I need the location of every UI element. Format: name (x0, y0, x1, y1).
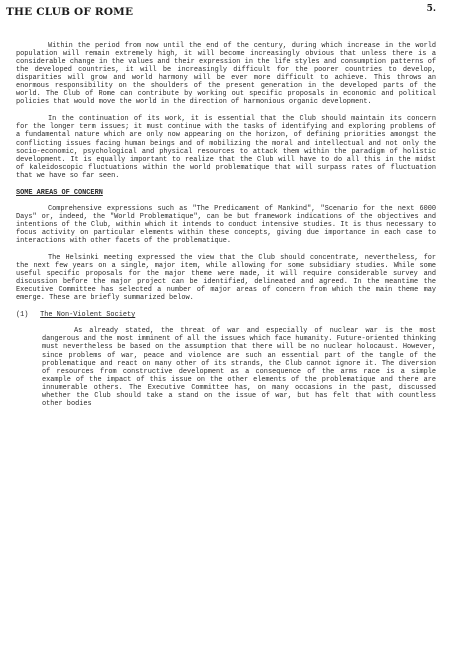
page-header-title: THE CLUB OF ROME (6, 6, 134, 18)
subsection-paragraph: As already stated, the threat of war and especially of nuclear war is the most dangerous and the most imminent of all the issues which face humanity. Future-oriented thinking must nevertheless be based on the assumption that there will be no nuclear holocaust. However, since problems of war, peace and violence are such an essential part of the tangle of the problematique and react on many other of its strands, the Club cannot ignore it. The diversion of resources from constructive development as a consequence of the arms race is a simple example of the impact of this issue on the other elements of the problematique and there are innumerable others. The Executive Committee has, on many occasions in the past, discussed whether the Club should take a stand on the issue of war, but has felt that with countless other bodies (42, 327, 436, 408)
subsection-title: The Non-Violent Society (40, 311, 136, 320)
subsection-number: (1) (16, 311, 29, 320)
body-paragraph-1: Within the period from now until the end of the century, during which increase in the world population will remain extremely high, it will become increasingly obvious that unless there is a considerable change in the values and their expression in the life styles and consumption patterns of the developed countries, it will be increasingly difficult for the poorer countries to develop, disparities will grow and world harmony will be ever more difficult to achieve. This throws an enormous responsibility on the shoulders of the present generation in the developed parts of the world. The Club of Rome can contribute by working out specific proposals in economic and political policies that would move the world in the direction of harmonious organic development. (16, 42, 436, 107)
page-number: 5. (426, 4, 436, 14)
section-paragraph-2: The Helsinki meeting expressed the view that the Club should concentrate, nevertheless, for the next few years on a single, major item, while allowing for some subsidiary studies. While some useful specific proposals for the major theme were made, it will require considerable survey and discussion before the major project can be identified, delineated and agreed. In the meantime the Executive Committee has selected a number of major areas of concern from which the main theme may emerge. These are briefly summarized below. (16, 254, 436, 303)
subsection-body (16, 327, 436, 407)
subsection-heading (16, 311, 436, 319)
body-paragraph-2: In the continuation of its work, it is essential that the Club should maintain its concern for the longer term issues; it must continue with the tasks of identifying and exploring problems of a fundamental nature which are only now appearing on the horizon, of defining priorities amongst the conflicting issues facing human beings and of mobilizing the moral and intellectual and not only the socio-economic, psychological and physical resources to attack them within the paradigm of holistic development. It is equally important to realize that the Club will have to do all this in the midst of kaleidoscopic fluctuations within the world problematique that will surpass rates of fluctuation that we have so far seen. (16, 115, 436, 180)
section-paragraph-1: Comprehensive expressions such as "The Predicament of Mankind", "Scenario for the next 6000 Days" or, indeed, the "World Problematique", can be but framework indications of the objectives and intentions of the Club, within which it intends to conduct intensive studies. It is thus necessary to focus activity on particular elements within these concepts, giving due importance in each case to interactions with other facets of the problematique. (16, 204, 436, 245)
document-body (16, 42, 436, 417)
section-heading: SOME AREAS OF CONCERN (16, 188, 103, 197)
